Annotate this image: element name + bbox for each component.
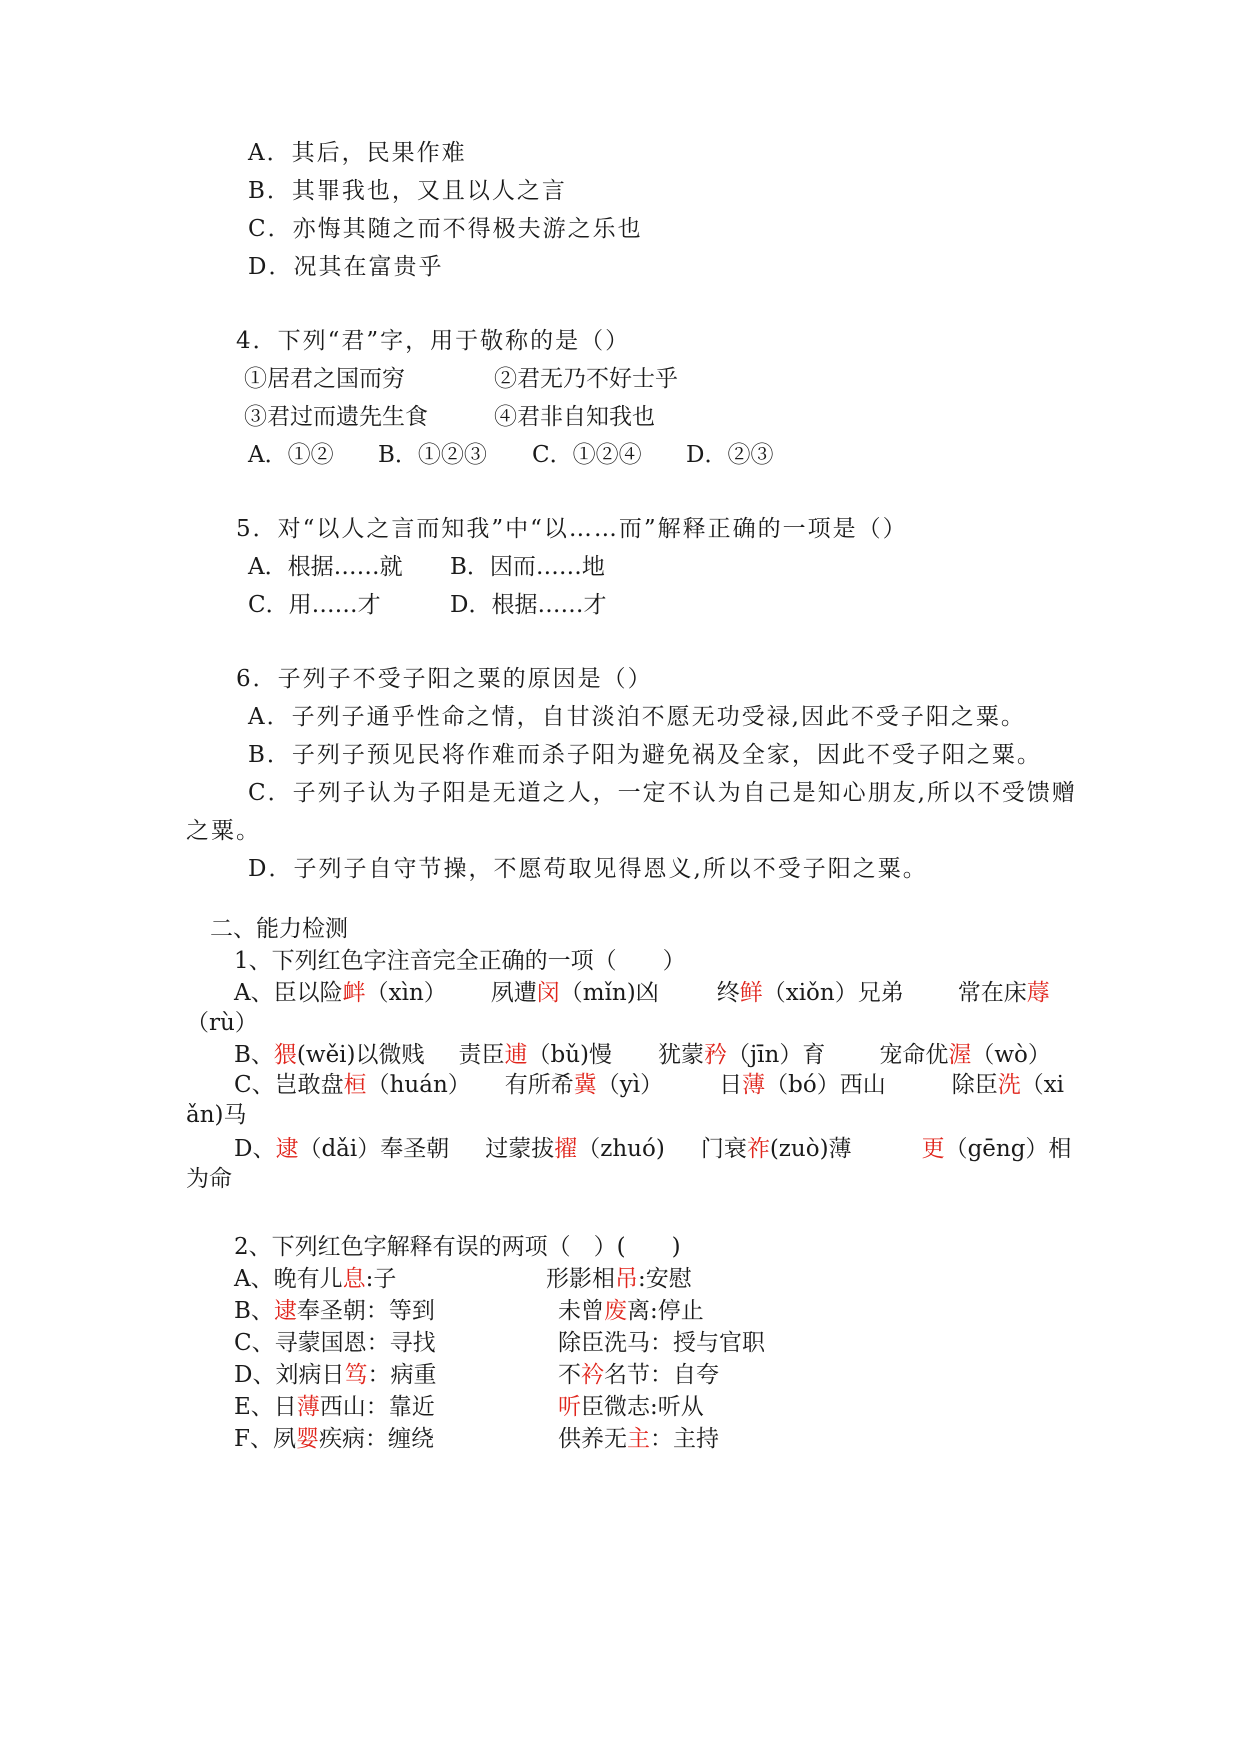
q5-choice-b: B．因而……地	[450, 554, 605, 580]
q6-option-b: B．子列子预见民将作难而杀子阳为避免祸及全家，因此不受子阳之粟。	[248, 742, 1042, 768]
q6-stem: 6．子列子不受子阳之粟的原因是（）	[236, 666, 653, 692]
s2-q2-row-d-right: 不衿名节：自夸	[558, 1362, 719, 1388]
q4-stem: 4．下列“君”字，用于敬称的是（）	[236, 328, 631, 354]
s2-q1-option-d-cont: 为命	[186, 1166, 232, 1192]
q4-choice-c: C．①②④	[532, 442, 642, 468]
q6-option-d: D．子列子自守节操，不愿苟取见得恩义,所以不受子阳之粟。	[248, 856, 928, 882]
s2-q1-option-a-cont: （rù）	[186, 1010, 258, 1036]
s2-q2-row-b-left: B、逮奉圣朝：等到	[234, 1298, 435, 1324]
q4-item-1: ①居君之国而穷	[244, 366, 405, 392]
q4-choice-b: B．①②③	[378, 442, 487, 468]
s2-q1-option-a: A、臣以险衅（xìn） 夙遭闵（mǐn)凶 终鲜（xiǒn）兄弟 常在床蓐	[234, 980, 1050, 1006]
section-2-title: 二、能力检测	[210, 916, 348, 942]
q6-option-a: A．子列子通乎性命之情，自甘淡泊不愿无功受禄,因此不受子阳之粟。	[248, 704, 1026, 730]
q4-item-2: ②君无乃不好士乎	[494, 366, 678, 392]
q5-stem: 5．对“以人之言而知我”中“以……而”解释正确的一项是（）	[236, 516, 908, 542]
s2-q2-stem: 2、下列红色字解释有误的两项（ ）( )	[234, 1234, 681, 1260]
s2-q2-row-c-left: C、寻蒙国恩：寻找	[234, 1330, 436, 1356]
q3-option-d: D．况其在富贵乎	[248, 254, 444, 280]
s2-q1-option-c: C、岂敢盘桓（huán） 有所希冀（yì） 日薄（bó）西山 除臣洗（xi	[234, 1072, 1065, 1098]
q3-option-a: A．其后，民果作难	[248, 140, 467, 166]
s2-q2-row-f-left: F、夙婴疾病：缠绕	[234, 1426, 434, 1452]
q3-option-b: B．其罪我也，又且以人之言	[248, 178, 567, 204]
q3-option-c: C．亦悔其随之而不得极夫游之乐也	[248, 216, 643, 242]
q4-item-3: ③君过而遗先生食	[244, 404, 428, 430]
s2-q2-row-a-right: 形影相吊:安慰	[546, 1266, 692, 1292]
q4-item-4: ④君非自知我也	[494, 404, 655, 430]
s2-q2-row-d-left: D、刘病日笃：病重	[234, 1362, 437, 1388]
q4-choice-d: D．②③	[686, 442, 774, 468]
q4-choice-a: A．①②	[248, 442, 334, 468]
s2-q2-row-f-right: 供养无主：主持	[558, 1426, 719, 1452]
s2-q1-option-c-cont: ǎn)马	[186, 1102, 247, 1128]
q6-option-c: C．子列子认为子阳是无道之人，一定不认为自己是知心朋友,所以不受馈赠	[248, 780, 1077, 806]
q5-choice-d: D．根据……才	[450, 592, 607, 618]
q5-choice-a: A．根据……就	[248, 554, 403, 580]
s2-q1-option-d: D、逮（dǎi）奉圣朝 过蒙拔擢（zhuó) 门衰祚(zuò)薄 更（gēng）相	[234, 1136, 1072, 1162]
s2-q2-row-c-right: 除臣洗马：授与官职	[558, 1330, 765, 1356]
s2-q2-row-e-right: 听臣微志:听从	[558, 1394, 704, 1420]
s2-q2-row-b-right: 未曾废离:停止	[558, 1298, 704, 1324]
s2-q1-option-b: B、猥(wěi)以微贱 责臣逋（bǔ)慢 犹蒙矜（jīn）育 宠命优渥（wò）	[234, 1042, 1051, 1068]
q5-choice-c: C．用……才	[248, 592, 381, 618]
s2-q2-row-e-left: E、日薄西山：靠近	[234, 1394, 435, 1420]
q6-option-c-cont: 之粟。	[186, 818, 261, 844]
s2-q2-row-a-left: A、晚有儿息:子	[234, 1266, 397, 1292]
s2-q1-stem: 1、下列红色字注音完全正确的一项（ ）	[234, 948, 686, 974]
